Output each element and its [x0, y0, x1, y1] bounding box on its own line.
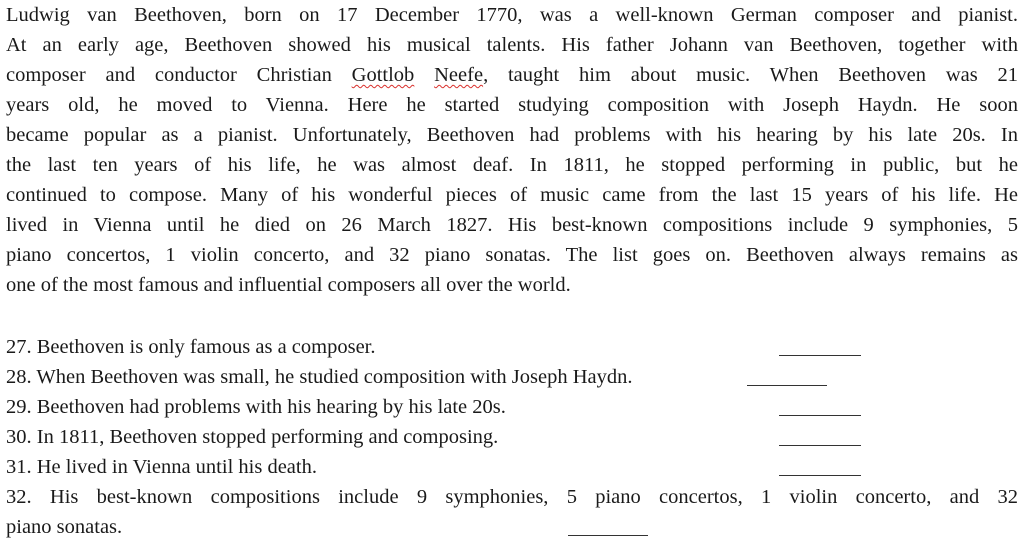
- question-29: [6, 392, 1018, 422]
- question-text: 30. In 1811, Beethoven stopped performing and composing.: [6, 426, 499, 448]
- passage-text: , taught him about music. When Beethoven was 21: [483, 64, 1019, 86]
- misspelled-word: Gottlob: [351, 64, 415, 86]
- passage-line: piano concertos, 1 violin concerto, and 32 piano sonatas. The list goes on. Beethoven always remains as: [6, 244, 1018, 266]
- question-30: [6, 422, 1018, 452]
- question-27: [6, 332, 1018, 362]
- question-text: 28. When Beethoven was small, he studied composition with Joseph Haydn.: [6, 366, 633, 388]
- question-text: 27. Beethoven is only famous as a composer.: [6, 336, 376, 358]
- passage-line: lived in Vienna until he died on 26 March 1827. His best-known compositions include 9 symphonies, 5: [6, 214, 1018, 236]
- answer-blank[interactable]: [779, 445, 861, 446]
- passage-line: one of the most famous and influential composers all over the world.: [6, 274, 571, 296]
- question-31: [6, 452, 1018, 482]
- answer-blank[interactable]: [779, 415, 861, 416]
- passage-line: continued to compose. Many of his wonderful pieces of music came from the last 15 years of his life. He: [6, 184, 1018, 206]
- answer-blank[interactable]: [568, 535, 648, 536]
- question-text-continued: piano sonatas.: [6, 516, 123, 538]
- answer-blank[interactable]: [779, 475, 861, 476]
- passage-line: years old, he moved to Vienna. Here he started studying composition with Joseph Haydn. He soon: [6, 94, 1018, 116]
- question-28: [6, 362, 1018, 392]
- passage-line: became popular as a pianist. Unfortunately, Beethoven had problems with his hearing by his late 20s. In: [6, 124, 1018, 146]
- question-text: 31. He lived in Vienna until his death.: [6, 456, 317, 478]
- passage-line: [6, 60, 1018, 90]
- question-text: 29. Beethoven had problems with his hearing by his late 20s.: [6, 396, 506, 418]
- passage-line: the last ten years of his life, he was almost deaf. In 1811, he stopped performing in public, but he: [6, 154, 1018, 176]
- passage-line: Ludwig van Beethoven, born on 17 December 1770, was a well-known German composer and pianist.: [6, 4, 1018, 26]
- answer-blank[interactable]: [779, 355, 861, 356]
- question-32: [6, 482, 1018, 542]
- misspelled-word: Neefe: [434, 64, 484, 86]
- question-text: 32. His best-known compositions include 9 symphonies, 5 piano concertos, 1 violin concerto, and 32: [6, 486, 1018, 508]
- passage-text: composer and conductor Christian: [6, 64, 352, 86]
- passage-text: [414, 64, 434, 86]
- passage-line: At an early age, Beethoven showed his musical talents. His father Johann van Beethoven, together with: [6, 34, 1018, 56]
- true-false-questions: [6, 332, 1018, 542]
- reading-passage: [6, 0, 1018, 300]
- answer-blank[interactable]: [747, 385, 827, 386]
